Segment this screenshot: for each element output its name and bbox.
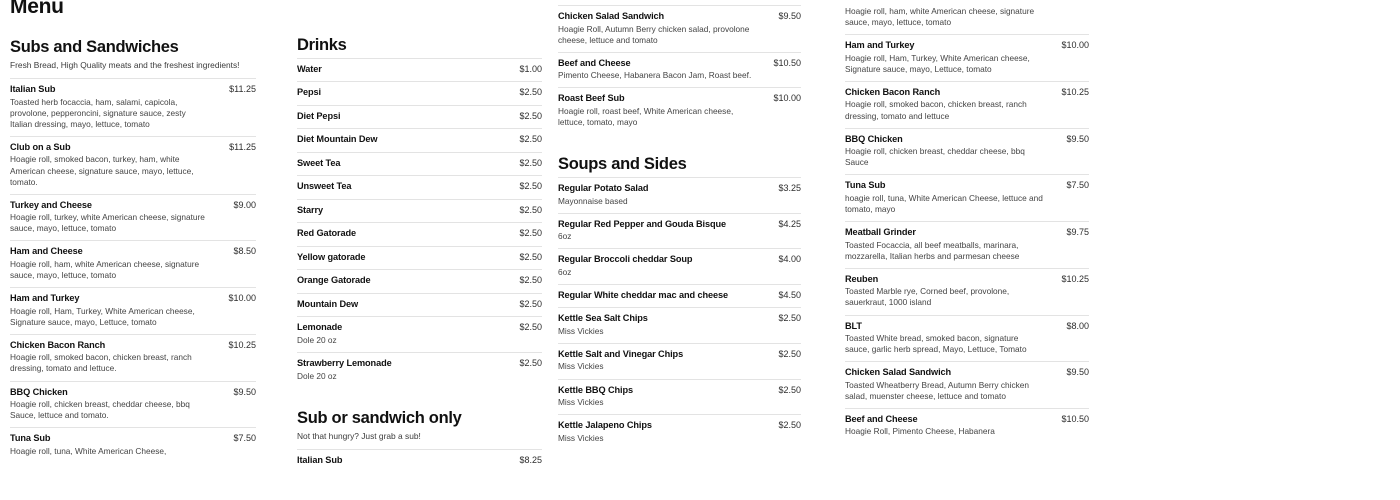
- menu-item-header: [10, 84, 256, 96]
- menu-item-header: [845, 40, 1089, 52]
- menu-item-name: Strawberry Lemonade: [297, 358, 392, 369]
- menu-item-name: BBQ Chicken: [845, 133, 903, 144]
- menu-item-price: $10.25: [1061, 86, 1089, 97]
- menu-item-description: 6oz: [558, 231, 572, 242]
- menu-item-description: Miss Vickies: [558, 397, 604, 408]
- menu-item-header: [297, 87, 542, 99]
- menu-item-header: [297, 181, 542, 193]
- menu-item-name: Mountain Dew: [297, 298, 359, 309]
- menu-item-name: Red Gatorade: [297, 228, 357, 239]
- menu-item[interactable]: [845, 408, 1089, 444]
- menu-item-header: [845, 134, 1089, 146]
- menu-item-name: Orange Gatorade: [297, 275, 371, 286]
- menu-item-price: $2.50: [519, 275, 542, 286]
- menu-column-subs-and-sandwiches: [10, 0, 256, 500]
- menu-item-header: [297, 252, 542, 264]
- menu-item-price: $2.50: [519, 228, 542, 239]
- menu-item-price: $2.50: [519, 251, 542, 262]
- menu-item[interactable]: [10, 194, 256, 241]
- menu-item-header: [297, 205, 542, 217]
- menu-item-name: Unsweet Tea: [297, 181, 352, 192]
- menu-item[interactable]: [10, 287, 256, 334]
- menu-item-header: [845, 367, 1089, 379]
- menu-item-header: [845, 180, 1089, 192]
- menu-item-name: Italian Sub: [297, 454, 343, 465]
- menu-item-description: Toasted White bread, smoked bacon, signature sauce, garlic herb spread, Mayo, Lettuce, Tomato: [845, 333, 1027, 355]
- menu-item-description: Hoagie roll, turkey, white American cheese, signature sauce, mayo, lettuce, tomato: [10, 212, 205, 234]
- menu-item[interactable]: [297, 222, 542, 246]
- menu-item-price: $2.50: [519, 298, 542, 309]
- menu-item-header: [10, 293, 256, 305]
- menu-item-price: $10.00: [228, 293, 256, 304]
- menu-item-name: Ham and Turkey: [10, 293, 80, 304]
- menu-item-price: $1.00: [519, 63, 542, 74]
- menu-item-price: $2.50: [778, 348, 801, 359]
- menu-item-description: Toasted herb focaccia, ham, salami, capicola, provolone, pepperoncini, signature sauce, zesty Italian dressing, mayo, lettuce, tomato: [10, 96, 186, 129]
- menu-item[interactable]: [558, 248, 801, 284]
- menu-item-name: BLT: [845, 320, 862, 331]
- menu-item-price: $9.50: [1066, 367, 1089, 378]
- menu-item[interactable]: [297, 269, 542, 293]
- menu-item[interactable]: [297, 81, 542, 105]
- menu-item-header: [297, 228, 542, 240]
- menu-column-sandwiches-continued: [845, 0, 1089, 500]
- menu-item-description: Toasted Focaccia, all beef meatballs, marinara, mozzarella, Italian herbs and parmesan cheese: [845, 239, 1020, 261]
- menu-item-price: $4.00: [778, 254, 801, 265]
- menu-item[interactable]: [845, 81, 1089, 128]
- menu-item-name: Regular Broccoli cheddar Soup: [558, 254, 693, 265]
- menu-item-price: $9.50: [778, 11, 801, 21]
- menu-item-description: Dole 20 oz: [297, 334, 337, 345]
- menu-item-price: $9.75: [1066, 227, 1089, 238]
- menu-item-name: Reuben: [845, 273, 879, 284]
- menu-item-description: Toasted Wheatberry Bread, Autumn Berry chicken salad, muenster cheese, lettuce and tomato: [845, 379, 1030, 401]
- menu-item-header: [845, 227, 1089, 239]
- menu-item-name: Ham and Turkey: [845, 40, 915, 51]
- section-title: Subs and Sandwiches: [10, 38, 179, 56]
- menu-item-price: $2.50: [778, 384, 801, 395]
- menu-item-header: [558, 183, 801, 195]
- menu-item-name: Italian Sub: [10, 84, 56, 95]
- menu-item-price: $10.50: [1061, 413, 1089, 424]
- menu-item[interactable]: [297, 58, 542, 82]
- menu-item-header: [10, 142, 256, 154]
- menu-item-description: Hoagie roll, Ham, Turkey, White American cheese, Signature sauce, mayo, Lettuce, tomato: [845, 52, 1030, 74]
- menu-item-description: hoagie roll, tuna, White American Cheese, lettuce and tomato, mayo: [845, 192, 1043, 214]
- menu-item[interactable]: [10, 240, 256, 287]
- menu-item-price: $3.25: [778, 183, 801, 194]
- section-subtitle: Fresh Bread, High Quality meats and the freshest ingredients!: [10, 59, 240, 70]
- section-spacer: [558, 134, 801, 155]
- menu-item-price: $2.50: [519, 322, 542, 333]
- page-title: Menu: [10, 0, 64, 18]
- menu-item[interactable]: [845, 315, 1089, 362]
- section-spacer: [297, 388, 542, 409]
- menu-item-header: [297, 299, 542, 311]
- menu-item-name: Kettle Salt and Vinegar Chips: [558, 348, 684, 359]
- menu-item-price: $2.50: [778, 313, 801, 324]
- menu-item[interactable]: [10, 78, 256, 136]
- menu-item[interactable]: [10, 136, 256, 194]
- menu-item-description: Hoagie roll, chicken breast, cheddar cheese, bbq Sauce: [845, 146, 1025, 168]
- menu-item[interactable]: [845, 34, 1089, 81]
- menu-item[interactable]: [845, 268, 1089, 315]
- menu-item-header: [845, 414, 1089, 426]
- menu-item-description: Hoagie roll, roast beef, White American cheese, lettuce, tomato, mayo: [558, 105, 734, 127]
- menu-item-name: Chicken Salad Sandwich: [558, 11, 665, 21]
- menu-item-name: Regular Potato Salad: [558, 183, 649, 194]
- menu-item-name: Pepsi: [297, 87, 322, 98]
- menu-item[interactable]: [558, 307, 801, 343]
- menu-item-price: $10.00: [773, 93, 801, 104]
- menu-item-price: $2.50: [519, 134, 542, 145]
- menu-item-price: $8.00: [1066, 320, 1089, 331]
- menu-item-name: Starry: [297, 204, 323, 215]
- menu-item-header: [10, 200, 256, 212]
- section-title: Drinks: [297, 36, 347, 54]
- menu-item[interactable]: [297, 105, 542, 129]
- menu-item[interactable]: [558, 379, 801, 415]
- menu-item-name: Diet Pepsi: [297, 110, 341, 121]
- menu-item-header: [297, 134, 542, 146]
- menu-item-header: [558, 93, 801, 105]
- menu-item-description: Hoagie Roll, Autumn Berry chicken salad, provolone cheese, lettuce and tomato: [558, 23, 750, 45]
- menu-item-name: Beef and Cheese: [845, 413, 918, 424]
- menu-item-name: Tuna Sub: [10, 433, 51, 444]
- menu-item[interactable]: [845, 361, 1089, 408]
- menu-item-price: $9.50: [233, 386, 256, 397]
- menu-item-header: [558, 313, 801, 325]
- menu-item[interactable]: [297, 352, 542, 388]
- menu-item-price: $10.50: [773, 57, 801, 68]
- menu-item[interactable]: [297, 199, 542, 223]
- menu-item-header: [297, 111, 542, 123]
- menu-item-header: [558, 58, 801, 70]
- menu-item[interactable]: [297, 449, 542, 473]
- menu-item-price: $8.50: [233, 246, 256, 257]
- menu-item-name: Ham and Cheese: [10, 246, 83, 257]
- menu-item[interactable]: [558, 414, 801, 450]
- menu-item-name: Tuna Sub: [845, 180, 886, 191]
- menu-item-price: $2.50: [519, 358, 542, 369]
- menu-item-header: [845, 321, 1089, 333]
- menu-item-price: $2.50: [519, 157, 542, 168]
- menu-item-header: [297, 455, 542, 467]
- menu-item[interactable]: [10, 427, 256, 463]
- menu-item-name: Beef and Cheese: [558, 57, 631, 68]
- menu-item-description: Hoagie roll, ham, white American cheese, signature sauce, mayo, lettuce, tomato: [845, 6, 1035, 28]
- menu-item-price: $4.25: [778, 218, 801, 229]
- menu-item-name: Chicken Salad Sandwich: [845, 367, 952, 378]
- menu-item[interactable]: [297, 316, 542, 352]
- menu-item-price: $9.00: [233, 199, 256, 210]
- menu-item-price: $8.25: [519, 454, 542, 465]
- menu-item[interactable]: [297, 175, 542, 199]
- menu-item-price: $10.25: [228, 339, 256, 350]
- menu-item-price: $2.50: [519, 204, 542, 215]
- menu-item-name: Diet Mountain Dew: [297, 134, 378, 145]
- menu-item-name: Club on a Sub: [10, 141, 71, 152]
- menu-item-header: [10, 387, 256, 399]
- menu-item[interactable]: [297, 152, 542, 176]
- menu-item[interactable]: [558, 343, 801, 379]
- menu-item[interactable]: [10, 381, 256, 428]
- menu-item-description: Hoagie roll, ham, white American cheese, signature sauce, mayo, lettuce, tomato: [10, 258, 200, 281]
- menu-item[interactable]: [845, 174, 1089, 221]
- menu-item-header: [558, 349, 801, 361]
- menu-item-description: Hoagie roll, smoked bacon, chicken breast, ranch dressing, tomato and lettuce: [845, 99, 1027, 121]
- section-subtitle: Not that hungry? Just grab a sub!: [297, 430, 421, 441]
- menu-item-price: $2.50: [519, 181, 542, 192]
- menu-item[interactable]: [558, 87, 801, 134]
- menu-item-price: $2.50: [519, 87, 542, 98]
- menu-item-price: $7.50: [233, 433, 256, 444]
- menu-item-header: [558, 420, 801, 432]
- menu-item-name: Turkey and Cheese: [10, 199, 92, 210]
- menu-item-description: Toasted Marble rye, Corned beef, provolone, sauerkraut, 1000 island: [845, 286, 1010, 308]
- menu-item-name: Kettle Sea Salt Chips: [558, 313, 648, 324]
- menu-item[interactable]: [558, 52, 801, 88]
- menu-item-description: Hoagie roll, smoked bacon, turkey, ham, white American cheese, signature sauce, mayo, lettuce, tomato.: [10, 154, 194, 187]
- menu-item-header: [558, 254, 801, 266]
- menu-item-description: Miss Vickies: [558, 325, 604, 336]
- menu-item[interactable]: [845, 128, 1089, 175]
- menu-item-price: $11.25: [229, 84, 256, 95]
- menu-item-price: $11.25: [229, 141, 256, 152]
- menu-item-name: Chicken Bacon Ranch: [10, 339, 106, 350]
- menu-item-description: Dole 20 oz: [297, 370, 337, 381]
- menu-item[interactable]: [10, 334, 256, 381]
- menu-item-description: Hoagie roll, smoked bacon, chicken breast, ranch dressing, tomato and lettuce.: [10, 352, 192, 374]
- menu-item-header: [845, 274, 1089, 286]
- menu-item-header: [297, 275, 542, 287]
- menu-item-description: Hoagie roll, chicken breast, cheddar cheese, bbq Sauce, lettuce and tomato.: [10, 399, 190, 421]
- menu-item-description: Pimento Cheese, Habanera Bacon Jam, Roast beef.: [558, 70, 752, 81]
- menu-item-header: [297, 358, 542, 370]
- menu-item-price: $2.50: [778, 420, 801, 431]
- menu-item[interactable]: [558, 5, 801, 52]
- menu-item-header: [10, 340, 256, 352]
- menu-item-name: Yellow gatorade: [297, 251, 366, 262]
- menu-item-description: Miss Vickies: [558, 361, 604, 372]
- menu-item[interactable]: [845, 0, 1089, 34]
- menu-item-price: $9.50: [1066, 133, 1089, 144]
- menu-item[interactable]: [845, 221, 1089, 268]
- menu-item-description: 6oz: [558, 266, 572, 277]
- menu-item-description: Hoagie Roll, Pimento Cheese, Habanera: [845, 426, 995, 437]
- menu-item-name: Lemonade: [297, 322, 343, 333]
- menu-item[interactable]: [558, 213, 801, 249]
- menu-item-header: [558, 290, 801, 302]
- menu-item-name: Regular Red Pepper and Gouda Bisque: [558, 218, 727, 229]
- menu-item-description: Mayonnaise based: [558, 195, 628, 206]
- menu-item-name: Water: [297, 63, 322, 74]
- menu-item-header: [297, 158, 542, 170]
- menu-item-name: Kettle BBQ Chips: [558, 384, 633, 395]
- menu-item[interactable]: [558, 284, 801, 308]
- menu-item[interactable]: [297, 128, 542, 152]
- menu-column-soups-and-sides: [558, 0, 801, 500]
- menu-item[interactable]: [558, 177, 801, 213]
- menu-item-price: $4.50: [778, 289, 801, 300]
- menu-item-header: [10, 433, 256, 445]
- menu-item-description: Hoagie roll, tuna, White American Cheese,: [10, 445, 167, 456]
- menu-item-price: $7.50: [1066, 180, 1089, 191]
- menu-item-price: $2.50: [519, 110, 542, 121]
- menu-item-header: [297, 64, 542, 76]
- menu-item-name: Meatball Grinder: [845, 227, 916, 238]
- menu-item-name: Regular White cheddar mac and cheese: [558, 289, 728, 300]
- section-title: Soups and Sides: [558, 155, 687, 174]
- menu-item-name: Roast Beef Sub: [558, 93, 625, 104]
- menu-item-name: Chicken Bacon Ranch: [845, 86, 941, 97]
- menu-item-header: [297, 322, 542, 334]
- section-title: Sub or sandwich only: [297, 408, 462, 427]
- menu-item-header: [558, 219, 801, 231]
- menu-item-name: Kettle Jalapeno Chips: [558, 420, 652, 431]
- menu-item-name: Sweet Tea: [297, 157, 341, 168]
- menu-item[interactable]: [297, 293, 542, 317]
- menu-item-name: BBQ Chicken: [10, 386, 68, 397]
- menu-item-description: Hoagie roll, Ham, Turkey, White American cheese, Signature sauce, mayo, Lettuce, tomato: [10, 305, 195, 327]
- menu-item-header: [558, 11, 801, 23]
- menu-item-price: $10.25: [1061, 273, 1089, 284]
- menu-column-drinks: [297, 0, 542, 500]
- menu-item[interactable]: [297, 246, 542, 270]
- menu-item-description: Miss Vickies: [558, 432, 604, 443]
- menu-item-header: [10, 246, 256, 258]
- menu-item-price: $10.00: [1061, 40, 1089, 51]
- menu-item-header: [845, 87, 1089, 99]
- menu-item-header: [558, 385, 801, 397]
